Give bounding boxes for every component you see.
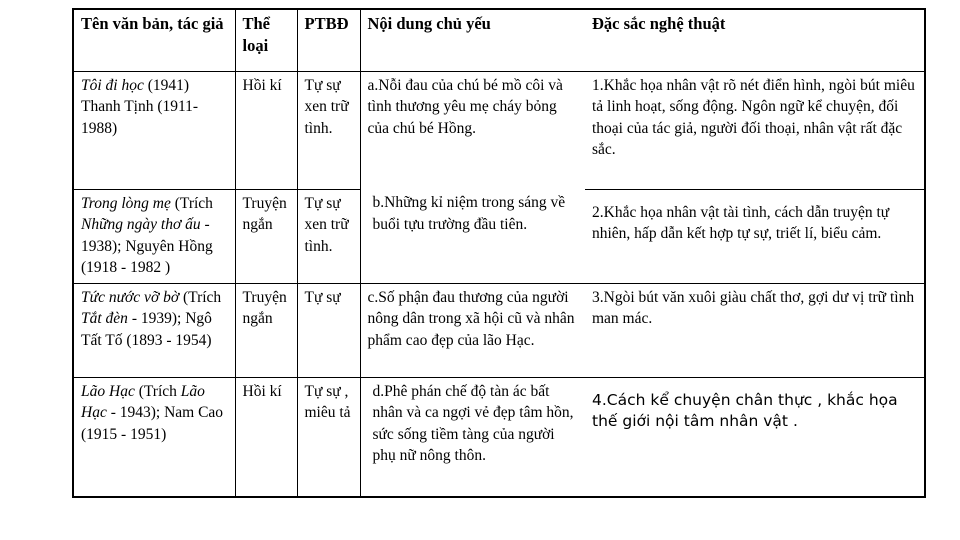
header-row [73,9,925,71]
cell-art: 4.Cách kể chuyện chân thực , khắc họa thế giới nội tâm nhân vật . [585,377,925,497]
work-title: Tôi đi học [81,76,144,94]
cell-title-author [73,189,235,283]
work-title: Trong lòng mẹ [81,194,171,212]
cell-title-author [73,71,235,189]
source-work: Tắt đèn [81,310,128,327]
header-genre: Thể loại [235,9,297,71]
cell-content: a.Nỗi đau của chú bé mồ côi và tình thương yêu mẹ cháy bỏng của chú bé Hồng. [360,71,585,189]
header-mode: PTBĐ [297,9,360,71]
table-row [73,71,925,189]
work-title: Tức nước vỡ bờ [81,288,180,306]
cell-content: c.Số phận đau thương của người nông dân trong xã hội cũ và nhân phẩm cao đẹp của lão Hạc. [360,283,585,377]
table-row [73,377,925,497]
cell-content: d.Phê phán chế độ tàn ác bất nhân và ca ngợi vẻ đẹp tâm hồn, sức sống tiềm tàng của người phụ nữ nông thôn. [360,377,585,497]
table-row [73,283,925,377]
cell-mode: Tự sự [297,283,360,377]
work-details: (Trích [170,194,213,212]
work-details: (Trích [134,382,181,400]
cell-art: 3.Ngòi bút văn xuôi giàu chất thơ, gợi dư vị trữ tình man mác. [585,283,925,377]
header-title-author: Tên văn bản, tác giả [73,9,235,71]
header-art: Đặc sắc nghệ thuật [585,9,925,71]
header-content: Nội dung chủ yếu [360,9,585,71]
cell-genre: Truyện ngắn [235,283,297,377]
literature-summary-table [72,8,926,498]
cell-content: b.Những kỉ niệm trong sáng về buổi tựu trường đầu tiên. [360,189,585,283]
cell-title-author [73,377,235,497]
work-years: - 1943); Nam Cao (1915 - 1951) [81,404,224,443]
cell-title-author [73,283,235,377]
cell-genre: Truyện ngắn [235,189,297,283]
cell-genre: Hồi kí [235,71,297,189]
cell-mode: Tự sự , miêu tả [297,377,360,497]
table-row [73,189,925,283]
source-work: Những ngày thơ ấu [81,216,201,233]
source-work: Lão Hạc [81,382,205,421]
cell-mode: Tự sự xen trữ tình. [297,71,360,189]
cell-genre: Hồi kí [235,377,297,497]
work-details: (Trích [179,288,222,306]
work-years: - 1939); Ngô Tất Tố (1893 - 1954) [81,310,212,349]
cell-art: 1.Khắc họa nhân vật rõ nét điển hình, ngòi bút miêu tả linh hoạt, sống động. Ngôn ngữ kể chuyện, đối thoại của tác giả, người đối thoại, nhân vật rất đặc sắc. [585,71,925,189]
work-years: - 1938); Nguyên Hồng (1918 - 1982 ) [81,216,213,276]
work-details: (1941) Thanh Tịnh (1911-1988) [81,76,199,137]
cell-art: 2.Khắc họa nhân vật tài tình, cách dẫn truyện tự nhiên, hấp dẫn kết hợp tự sự, triết lí, biểu cảm. [585,189,925,283]
work-title: Lão Hạc [81,382,135,400]
cell-mode: Tự sự xen trữ tình. [297,189,360,283]
